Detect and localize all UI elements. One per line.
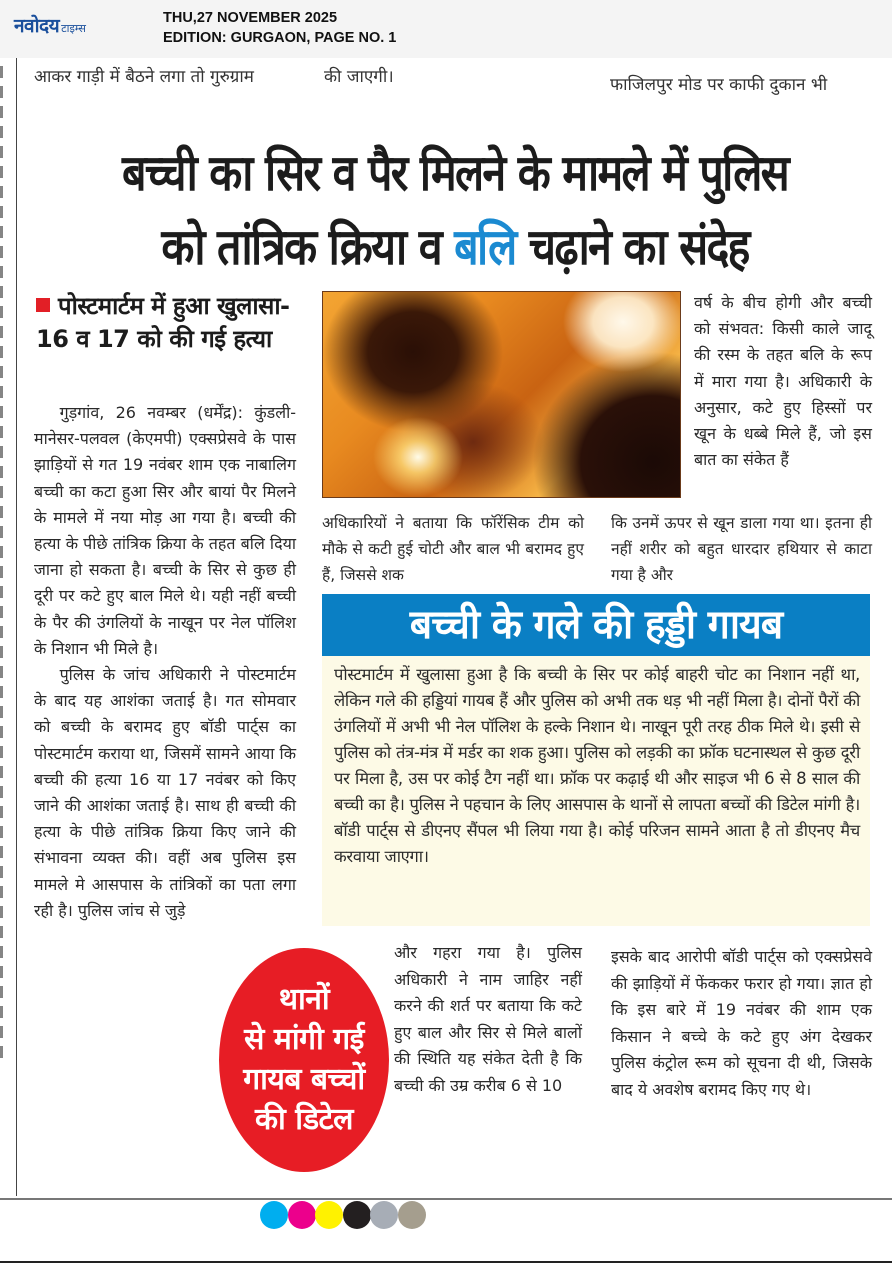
headline-accent-word: बलि [454,218,516,276]
bottom-middle-column [394,940,582,1099]
edition-line: EDITION: GURGAON, PAGE NO. 1 [163,30,397,46]
middle-column-body [322,510,584,589]
right-column-body-upper [694,290,872,473]
bottom-right-paragraph: इसके बाद आरोपी बॉडी पार्ट्स को एक्सप्रेसवे की झाड़ियों में फेंककर फरार हो गया। ज्ञात हो कि इस बारे में 19 नवंबर की शाम एक किसान ने बच्चे के कटे हुए अंग देखकर पुलिस कंट्रोल रूम को सूचना दी थी, जिसके बाद ये अवशेष बरामद किए गए थे। [611,947,872,1099]
headline-line-2-post: चढ़ाने का संदेह [515,218,749,276]
top-snippet-left: आकर गाड़ी में बैठने लगा तो गुरुग्राम [34,67,254,87]
callout-line-1: थानों [278,982,330,1017]
red-callout-circle [219,948,389,1172]
top-snippet-middle: की जाएगी। [324,67,394,87]
right-paragraph-1: वर्ष के बीच होगी और बच्ची को संभवत: किसी काले जादू की रस्म के तहत बलि के रूप में मारा गया है। अधिकारी के अनुसार, कटे हुए हिस्सों पर खून के धब्बे मिले हैं, जो इस बात का संकेत हैं [694,293,872,470]
yellow-swatch-icon [315,1201,343,1229]
magenta-swatch-icon [288,1201,316,1229]
cyan-swatch-icon [260,1201,288,1229]
left-paragraph-1: गुड़गांव, 26 नवम्बर (धर्मेंद्र): कुंडली-मानेसर-पलवल (केएमपी) एक्सप्रेसवे के पास झाड़ियों से गत 19 नवंबर शाम एक नाबालिग बच्ची का कटा हुआ सिर और बायां पैर मिलने के मामले में नया मोड़ आ गया है। बच्ची की हत्या के पीछे तांत्रिक क्रिया के तहत बलि दिया जाना हो सकता है। बच्ची के सिर से कुछ ही दूरी पर कटे हुए बाल मिले थे। यही नहीं बच्ची के पैर की उंगलियों के नाखून पर नेल पॉलिश के निशान भी मिले है। [34,403,296,658]
date-line: THU,27 NOVEMBER 2025 [163,10,338,26]
main-headline [90,136,821,284]
headline-line-1: बच्ची का सिर व पैर मिलने के मामले में पुलिस [121,144,789,202]
logo-main-text: नवोदय [14,15,60,37]
newspaper-logo[interactable] [14,12,86,38]
bottom-right-column [611,944,872,1103]
callout-line-2: से मांगी गई [244,1022,364,1057]
top-snippet-right: फाजिलपुर मोड पर काफी दुकान भी [610,75,828,95]
boxed-story-title: बच्ची के गले की हड्डी गायब [409,602,783,648]
logo-sub-text: टाइम्स [61,22,86,35]
red-square-bullet-icon [36,298,50,312]
bottom-middle-paragraph: और गहरा गया है। पुलिस अधिकारी ने नाम जाहिर नहीं करने की शर्त पर बताया कि कटे हुए बाल और सिर से मिले बालों की स्थिति यह संकेत देती है कि बच्ची की उम्र करीब 6 से 10 [394,943,582,1095]
left-paragraph-2: पुलिस के जांच अधिकारी ने पोस्टमार्टम के बाद यह आशंका जताई है। गत सोमवार को बच्ची के बरामद हुए बॉडी पार्ट्स का पोस्टमार्टम कराया था, जिसमें सामने आया कि बच्ची की हत्या 16 या 17 नवंबर को किए जाने की आशंका जताई है। साथ ही बच्ची की हत्या के पीछे तांत्रिक क्रिया किए जाने की संभावना व्यक्त की। वहीं अब पुलिस इस मामले मे आसपास के तांत्रिकों का पता लगा रही है। पुलिस जांच से जुड़े [34,665,296,920]
headline-line-2 [90,210,821,284]
middle-paragraph: अधिकारियों ने बताया कि फॉरेंसिक टीम को मौके से कटी हुई चोटी और बाल भी बरामद हुए हैं, जिससे शक [322,514,584,585]
tan-swatch-icon [398,1201,426,1229]
left-column-body [34,400,296,924]
column-divider [16,58,17,1196]
callout-line-4: की डिटेल [254,1102,354,1137]
epaper-header [0,0,892,58]
boxed-story-banner [322,594,870,656]
right-paragraph-2: कि उनमें ऊपर से खून डाला गया था। इतना ही नहीं शरीर को बहुत धारदार हथियार से काटा गया है और [611,514,872,585]
black-swatch-icon [343,1201,371,1229]
edition-info [163,8,396,48]
print-color-swatches [260,1201,425,1229]
subheadline [36,290,296,356]
story-photo[interactable] [322,291,681,498]
headline-line-2-pre: को तांत्रिक क्रिया व [161,218,455,276]
right-column-body-lower [611,510,872,589]
page-bottom-rule [0,1198,892,1200]
boxed-story-body: पोस्टमार्टम में खुलासा हुआ है कि बच्ची के सिर पर कोई बाहरी चोट का निशान नहीं था, लेकिन गले की हड्डियां गायब हैं और पुलिस को अभी तक धड़ भी नहीं मिला है। दोनों पैरों की उंगलियों में अभी भी नेल पॉलिश के हल्के निशान थे। नाखून पूरी तरह ठीक मिले थे। इसी से पुलिस को तंत्र-मंत्र में मर्डर का शक हुआ। पुलिस को लड़की का फ्रॉक घटनास्थल से कुछ दूरी पर मिला है, उस पर कोई टैग नहीं था। फ्रॉक पर कढ़ाई थी और साइज भी 6 से 8 साल की बच्ची का है। पुलिस ने पहचान के लिए आसपास के थानों से लापता बच्चों की डिटेल मांगी है। बॉडी पार्ट्स से डीएनए सैंपल भी लिया गया है। कोई परिजन सामने आता है तो डीएनए मैच करवाया जाएगा। [322,656,870,926]
subheadline-text: पोस्टमार्टम में हुआ खुलासा- 16 व 17 को की गई हत्या [36,292,290,353]
callout-line-3: गायब बच्चों [243,1062,365,1097]
grey-swatch-icon [370,1201,398,1229]
adjacent-page-edge [0,58,14,1198]
